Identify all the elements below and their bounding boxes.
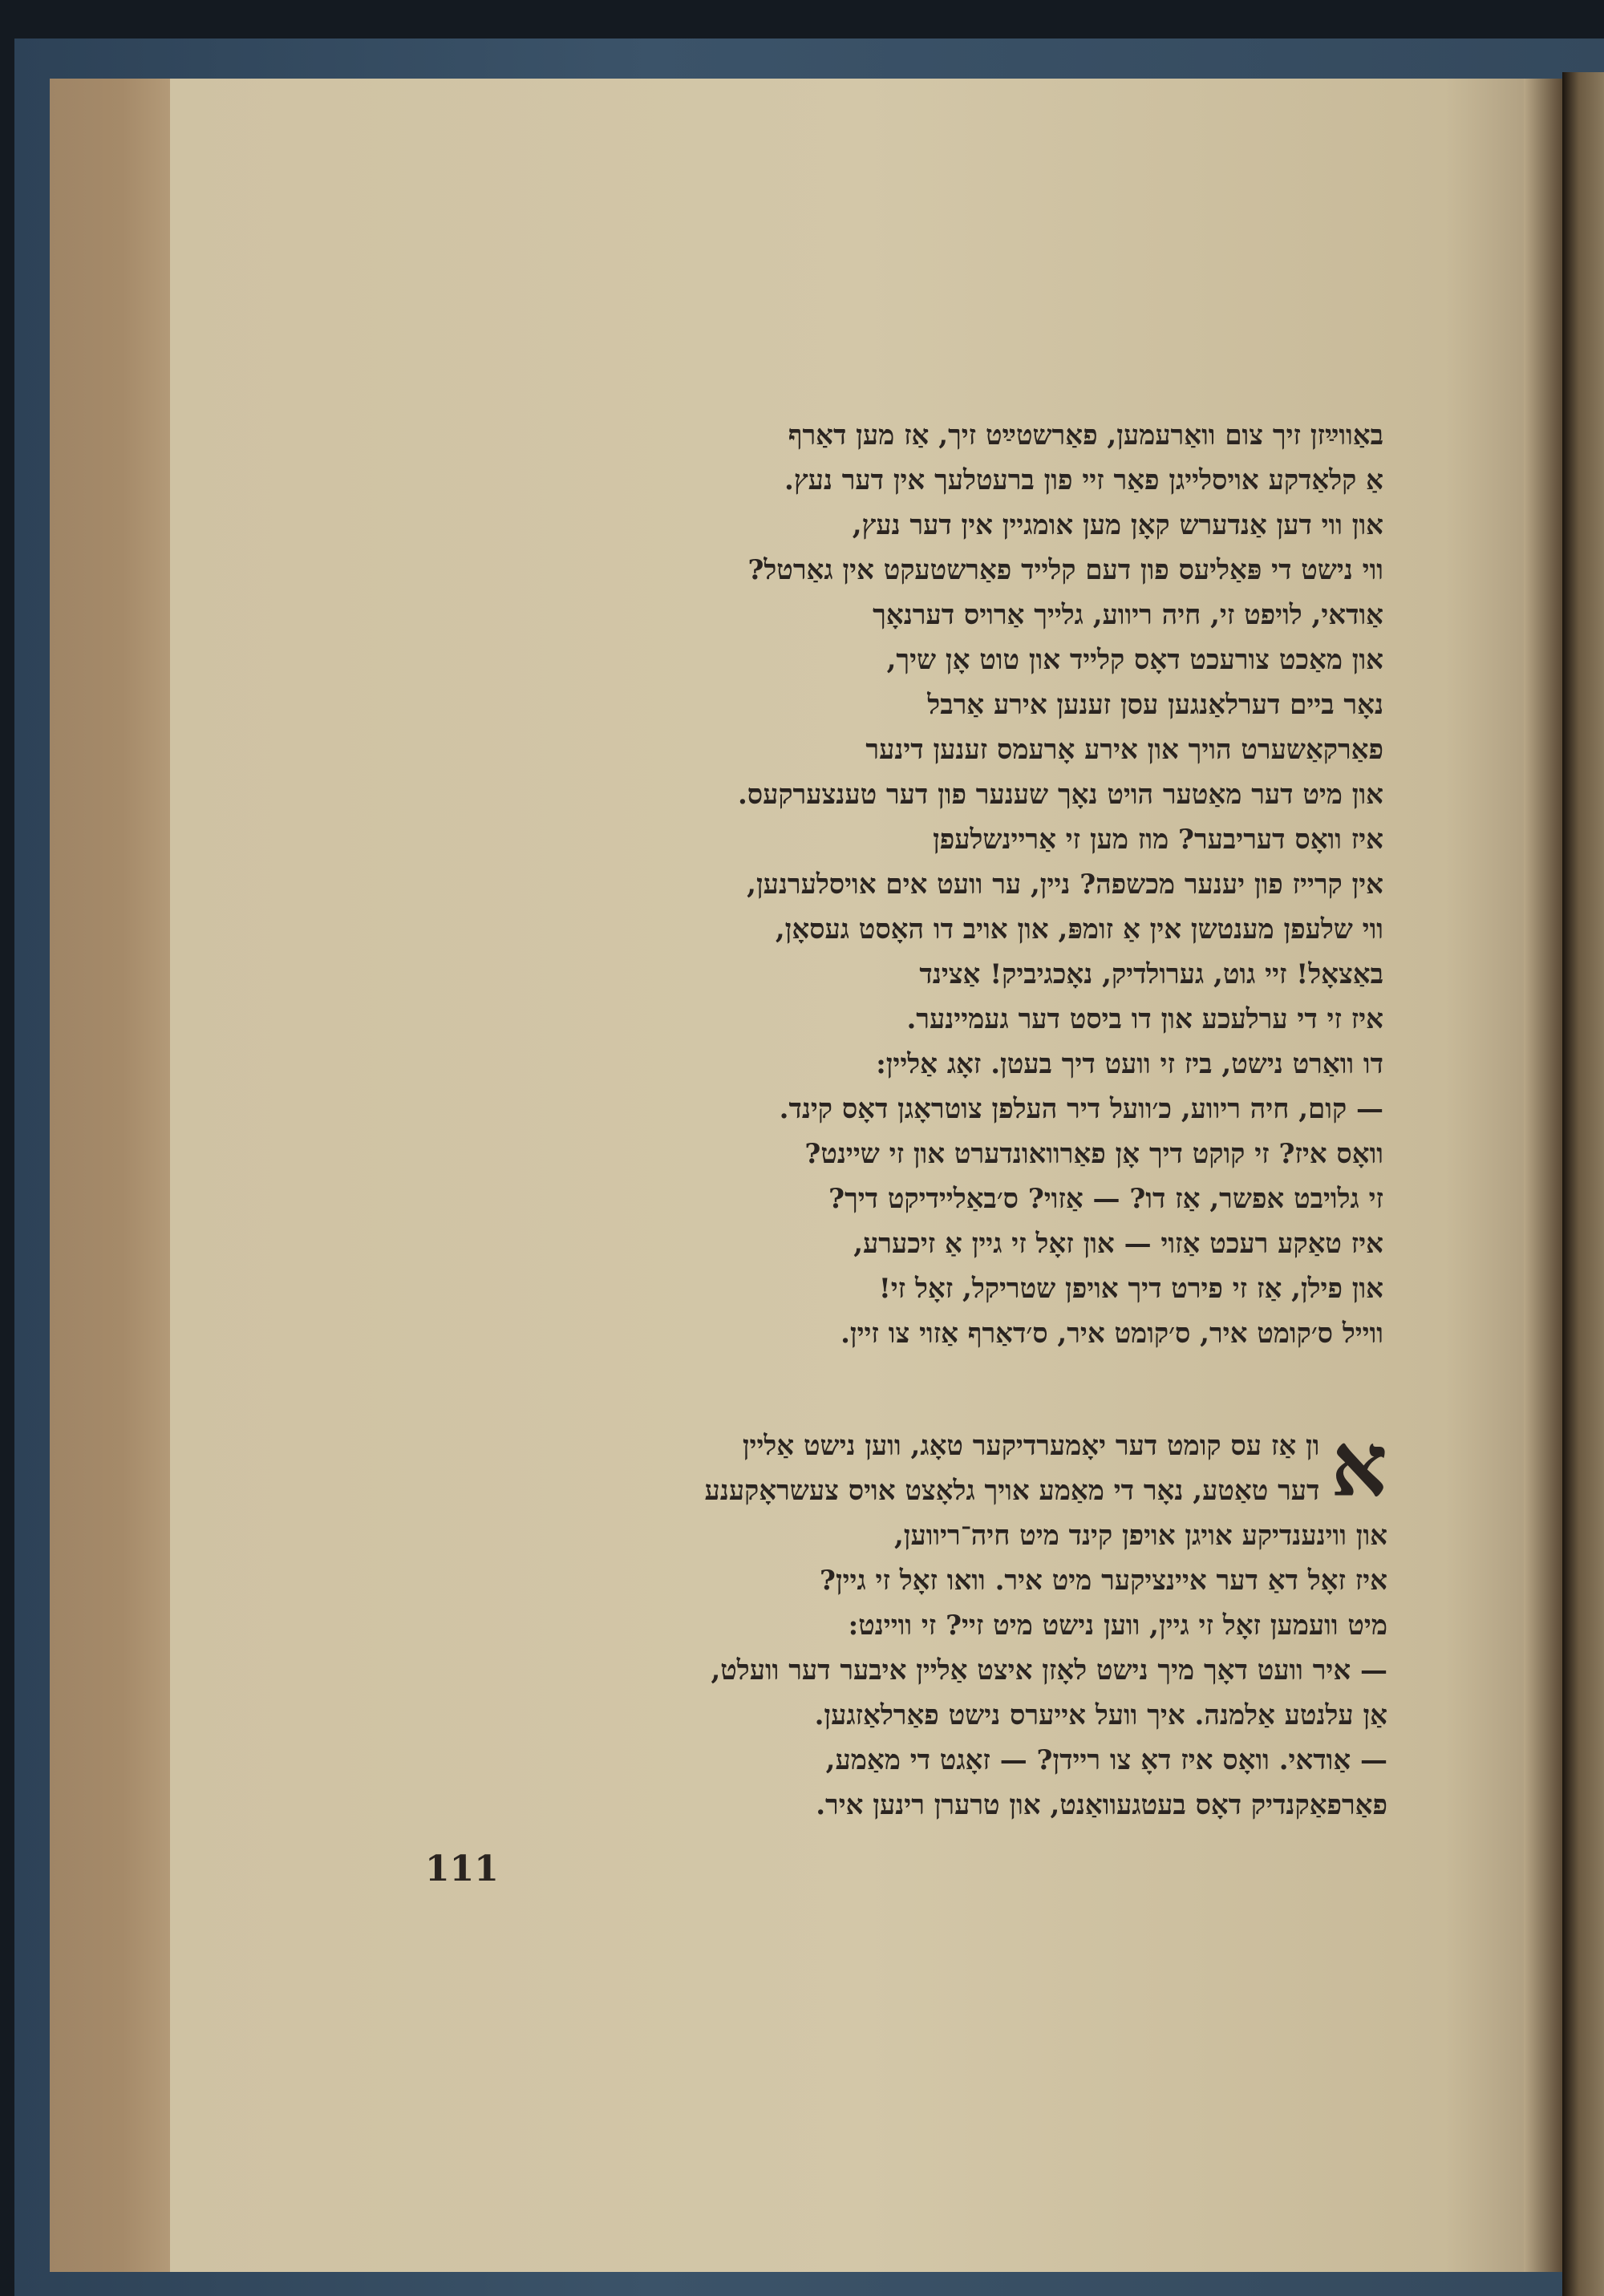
text-line: זי גלויבט אפשר, אַז דו? — אַזוי? ס׳באַליידיקט דיך?	[828, 1183, 1383, 1215]
stanza-1	[513, 413, 1383, 1356]
text-line: ווי נישט די פּאַליעס פון דעם קלייד פאַרשטעקט אין גאַרטל?	[747, 554, 1383, 586]
text-line: באַווײַזן זיך צום וואַרעמען, פאַרשטײַט זיך, אַז מען דאַרף	[788, 419, 1383, 452]
text-line: אַודאי, לויפט זי, חיה ריווע, גלייך אַרויס דערנאָך	[873, 599, 1383, 631]
facing-page-edge	[1562, 72, 1604, 2296]
text-line: — אַודאי. וואָס איז דאָ צו ריידן? — זאָגט די מאַמע,	[825, 1744, 1387, 1776]
text-line: און פילן, אַז זי פירט דיך אויפן שטריקל, זאָל זי!	[878, 1273, 1383, 1305]
text-line: מיט וועמען זאָל זי גיין, ווען נישט מיט זיי? זי וויינט:	[848, 1610, 1387, 1642]
text-line: ווייל ס׳קומט איר, ס׳קומט איר, ס׳דאַרף אַזוי צו זיין.	[840, 1318, 1383, 1350]
text-line: אַן עלנטע אַלמנה. איך וועל אייערס נישט פאַרלאַזגען.	[814, 1699, 1387, 1731]
text-line: און מאַכט צורעכט דאָס קלייד און טוט אָן שיך,	[886, 644, 1383, 676]
text-line: — איר וועט דאָך מיך נישט לאָזן איצט אַליין איבער דער וועלט,	[711, 1654, 1387, 1687]
text-line: ון אַז עס קומט דער יאָמערדיקער טאָג, ווען נישט אַליין	[742, 1430, 1320, 1462]
text-line: איז טאַקע רעכט אַזוי — און זאָל זי גיין אַ זיכערע,	[853, 1228, 1383, 1260]
text-line: דער טאַטע, נאָר די מאַמע אויך גלאָצט אויס צעשראָקענע	[704, 1475, 1320, 1507]
text-line: באַצאָל! זיי גוט, גערולדיק, נאָכגיביק! אַצינד	[919, 958, 1383, 990]
book-gutter	[1524, 79, 1562, 2272]
text-line: נאָר ביים דערלאַנגען עסן זענען אירע אַרבל	[927, 689, 1383, 721]
text-line: ווי שלעפן מענטשן אין אַ זומפּ, און אויב דו האָסט געסאָן,	[775, 913, 1383, 946]
text-line: דו וואַרט נישט, ביז זי וועט דיך בעטן. זאָג אַליין:	[876, 1048, 1383, 1080]
text-line: און מיט דער מאַטער הויט נאָך שענער פון דער טענצערקעס.	[737, 779, 1383, 811]
stanza-2	[449, 1413, 1387, 1828]
page-number: 111	[425, 1849, 499, 1889]
text-line: פאַרפאַקנדיק דאָס בעטגעוואַנט, און טרערן רינען איר.	[816, 1789, 1387, 1821]
text-line: און ווינענדיקע אויגן אויפן קינד מיט חיה־ריווען,	[893, 1520, 1387, 1552]
text-line: וואָס איז? זי קוקט דיך אָן פאַרוואונדערט און זי שיינט?	[804, 1138, 1383, 1170]
drop-cap: א	[1331, 1413, 1387, 1516]
text-line: פאַרקאַשערט הויך און אירע אָרעמס זענען דינער	[865, 734, 1383, 766]
page-aged-margin	[50, 79, 170, 2272]
text-line: און ווי דען אַנדערש קאָן מען אומגיין אין דער נעץ,	[852, 509, 1383, 541]
text-line: איז זי די ערלעכע און דו ביסט דער געמיינער.	[906, 1003, 1383, 1035]
text-line: אין קרייז פון יענער מכשפה? ניין, ער וועט אים אויסלערנען,	[747, 869, 1383, 901]
text-line: אַ קלאַדקע אויסלייגן פאַר זיי פון ברעטלעך אין דער נעץ.	[784, 464, 1383, 496]
text-line: איז זאָל דאַ דער איינציקער מיט איר. וואו זאָל זי גיין?	[820, 1565, 1387, 1597]
text-line: איז וואָס דעריבער? מוז מען זי אַריינשלעפן	[933, 824, 1383, 856]
text-line: — קום, חיה ריווע, כ׳וועל דיר העלפן צוטראָגן דאָס קינד.	[779, 1093, 1383, 1125]
